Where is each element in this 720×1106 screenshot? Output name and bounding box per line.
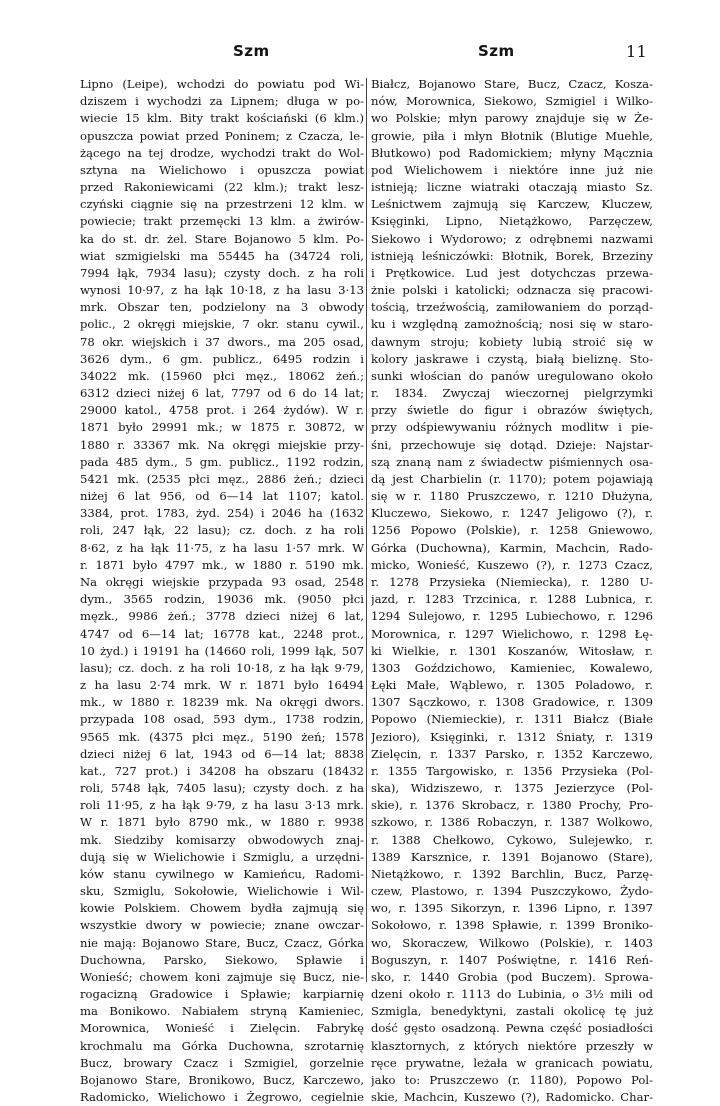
text-line: jazd, r. 1283 Trzcinica, r. 1288 Lubnica, r.	[371, 592, 653, 607]
text-line: Kluczewo, Siekowo, r. 1247 Jeligowo (?), r.	[371, 506, 653, 521]
text-line: Jezioro), Księginki, r. 1312 Śniaty, r. 1319	[371, 729, 653, 744]
text-line: 8·62, z ha łąk 11·75, z ha lasu 1·57 mrk. W	[80, 540, 364, 555]
text-line: klasztornych, z których niektóre przeszły w	[371, 1038, 653, 1053]
text-line: Lipno (Leipe), wchodzi do powiatu pod Wi-	[80, 77, 364, 91]
text-line: opuszcza powiat przed Poninem; z Czacza, le-	[80, 128, 364, 143]
text-line: wiat szmigielski ma 55445 ha (34724 roli,	[80, 248, 364, 263]
text-line: nów, Morownica, Siekowo, Szmigiel i Wilko-	[371, 94, 653, 109]
running-head-right: Szm	[478, 42, 515, 60]
text-line: 10 żyd.) i 19191 ha (14660 roli, 1999 łąk, 507	[80, 643, 364, 658]
text-line: powiecie; trakt przemęcki 13 klm. a żwirów-	[80, 214, 364, 229]
text-line: r. 1278 Przysieka (Niemiecka), r. 1280 U-	[371, 574, 653, 589]
text-line: ska), Widziszewo, r. 1375 Jezierzyce (Pol-	[371, 781, 653, 796]
text-line: tością, trzeźwością, zamiłowaniem do porząd-	[371, 300, 653, 315]
text-line: Łęki Małe, Wąblewo, r. 1305 Poladowo, r.	[371, 678, 653, 693]
page-number: 11	[626, 42, 648, 61]
text-line: wo Polskie; młyn parowy znajduje się w Że-	[371, 111, 653, 126]
column-divider	[366, 78, 367, 982]
text-line: Szmigla, benedyktyni, zastali okolicę tę już	[371, 1004, 653, 1019]
text-line: 1871 było 29991 mk.; w 1875 r. 30872, w	[80, 420, 364, 435]
text-line: Leśnictwem zajmują się Karczew, Kluczew,	[371, 197, 653, 212]
text-line: skie), r. 1376 Skrobacz, r. 1380 Prochy, Pro-	[371, 798, 653, 813]
text-line: żnie polski i katolicki; odznacza się pracowi-	[371, 283, 653, 298]
text-line: Błutkowo) pod Radomickiem; młyny Mącznia	[371, 145, 653, 160]
text-line: Popowo (Niemieckie), r. 1311 Białcz (Białe	[371, 712, 653, 727]
text-line: szkowo, r. 1386 Robaczyn, r. 1387 Wolkowo,	[371, 815, 653, 830]
text-line: dawnym stroju; kobiety lubią stroić się w	[371, 334, 653, 349]
text-line: dziszem i wychodzi za Lipnem; długa w po-	[80, 94, 364, 109]
text-line: 6312 dzieci niżej 6 lat, 7797 od 6 do 14 lat;	[80, 386, 364, 401]
text-line: męzk., 9986 żeń.; 3778 dzieci niżej 6 lat,	[80, 609, 364, 624]
text-line: krochmalu ma Górka Duchowna, szrotarnię	[80, 1038, 364, 1053]
text-line: lasu); cz. doch. z ha roli 10·18, z ha łąk 9·79,	[80, 660, 364, 675]
text-line: wiecie 15 klm. Bity trakt kościański (6 klm.)	[80, 111, 364, 126]
text-line: wszystkie dwory w powiecie; znane owczar-	[80, 918, 364, 933]
text-line: mk., w 1880 r. 18239 mk. Na okręgi dwors.	[80, 695, 364, 710]
text-line: Na okręgi wiejskie przypada 93 osad, 2548	[80, 574, 364, 589]
text-line: czyński ciągnie się na przestrzeni 12 klm. w	[80, 197, 364, 212]
text-line: sunki włościan do panów uregulowano około	[371, 368, 653, 383]
text-line: ku i względną zamożnością; nosi się w staro-	[371, 317, 653, 332]
text-line: Boguszyn, r. 1407 Poświętne, r. 1416 Reń-	[371, 952, 653, 967]
text-line: skie, Machcin, Kuszewo (?), Radomicko. Char-	[371, 1090, 653, 1105]
text-line: dą jest Charbielin (r. 1170); potem pojawiają	[371, 471, 653, 486]
text-line: roli, 247 łąk, 22 lasu); cz. doch. z ha roli	[80, 523, 364, 538]
text-line: ków stanu cywilnego w Kamieńcu, Radomi-	[80, 866, 364, 881]
text-line: r. 1355 Targowisko, r. 1356 Przysieka (Pol-	[371, 763, 653, 778]
text-line: i Prętkowice. Lud jest dotychczas przewa-	[371, 265, 653, 280]
text-line: micko, Wonieść, Kuszewo (?), r. 1273 Czacz,	[371, 557, 653, 572]
text-line: kowie Polskiem. Chowem bydła zajmują się	[80, 901, 364, 916]
text-line: dzieci niżej 6 lat, 1943 od 6—14 lat; 8838	[80, 746, 364, 761]
text-line: 1256 Popowo (Polskie), r. 1258 Gniewowo,	[371, 523, 653, 538]
text-line: Bucz, browary Czacz i Szmigiel, gorzelnie	[80, 1055, 364, 1070]
text-line: 3384, prot. 1783, żyd. 254) i 2046 ha (1632	[80, 506, 364, 521]
text-line: Górka (Duchowna), Karmin, Machcin, Rado-	[371, 540, 653, 555]
text-line: sztyna na Wielichowo i opuszcza powiat	[80, 162, 364, 177]
text-line: r. 1388 Chełkowo, Cykowo, Sulejewko, r.	[371, 832, 653, 847]
running-head-left: Szm	[233, 42, 270, 60]
text-line: 1303 Goździchowo, Kamieniec, Kowalewo,	[371, 660, 653, 675]
text-line: przed Rakoniewicami (22 klm.); trakt lesz-	[80, 180, 364, 195]
text-line: przy odśpiewywaniu różnych modlitw i pie-	[371, 420, 653, 435]
text-line: 5421 mk. (2535 płci męz., 2886 żeń.; dzieci	[80, 471, 364, 486]
text-line: r. 1834. Zwyczaj wieczornej pielgrzymki	[371, 386, 653, 401]
text-line: roli 11·95, z ha łąk 9·79, z ha lasu 3·13 mrk.	[80, 798, 364, 813]
text-line: dują się w Wielichowie i Szmiglu, a urzędni-	[80, 849, 364, 864]
text-line: śni, przechowuje się dotąd. Dzieje: Najstar-	[371, 437, 653, 452]
text-line: rogacizną Gradowice i Spławie; karpiarnię	[80, 987, 364, 1002]
text-line: sko, r. 1440 Grobia (pod Buczem). Sprowa-	[371, 969, 653, 984]
text-line: Siekowo i Wydorowo; z odrębnemi nazwami	[371, 231, 653, 246]
text-line: roli, 5748 łąk, 7405 lasu); czysty doch. z ha	[80, 781, 364, 796]
text-line: Morownica, r. 1297 Wielichowo, r. 1298 Łę-	[371, 626, 653, 641]
text-line: istnieją leśniczówki: Błotnik, Borek, Brzeziny	[371, 248, 653, 263]
text-line: 4747 od 6—14 lat; 16778 kat., 2248 prot.,	[80, 626, 364, 641]
text-line: Nietążkowo, r. 1392 Barchlin, Bucz, Parzę-	[371, 866, 653, 881]
text-line: pod Wielichowem i niektóre inne już nie	[371, 162, 653, 177]
text-line: Księginki, Lipno, Nietążkowo, Parzęczew,	[371, 214, 653, 229]
text-line: sku, Szmiglu, Sokołowie, Wielichowie i Wil-	[80, 884, 364, 899]
text-line: 1389 Karsznice, r. 1391 Bojanowo (Stare),	[371, 849, 653, 864]
text-line: istnieją; liczne wiatraki otaczają miasto Sz.	[371, 180, 653, 195]
text-line: przy świetle do figur i obrazów świętych,	[371, 403, 653, 418]
text-line: się w r. 1180 Pruszczewo, r. 1210 Dłużyna,	[371, 489, 653, 504]
text-line: z ha lasu 2·74 mrk. W r. 1871 było 16494	[80, 678, 364, 693]
text-line: kat., 727 prot.) i 34208 ha obszaru (18432	[80, 763, 364, 778]
text-line: Radomicko, Wielichowo i Żegrowo, cegielnie	[80, 1090, 364, 1105]
text-line: Bojanowo Stare, Bronikowo, Bucz, Karczewo,	[80, 1072, 364, 1087]
text-line: 78 okr. wiejskich i 37 dwors., ma 205 osad,	[80, 334, 364, 349]
text-line: przypada 108 osad, 593 dym., 1738 rodzin,	[80, 712, 364, 727]
text-line: Sokołowo, r. 1398 Spławie, r. 1399 Broniko-	[371, 918, 653, 933]
text-line: ma Bonikowo. Nabiałem stryną Kamieniec,	[80, 1004, 364, 1019]
text-line: nie mają: Bojanowo Stare, Bucz, Czacz, Górka	[80, 935, 364, 950]
text-line: wo, r. 1395 Sikorzyn, r. 1396 Lipno, r. 1397	[371, 901, 653, 916]
text-line: Białcz, Bojanowo Stare, Bucz, Czacz, Kosza-	[371, 77, 653, 91]
text-line: dzeni około r. 1113 do Lubinia, o 3½ mili od	[371, 987, 653, 1002]
text-line: r. 1871 było 4797 mk., w 1880 r. 5190 mk.	[80, 557, 364, 572]
text-line: W r. 1871 było 8790 mk., w 1880 r. 9938	[80, 815, 364, 830]
text-line: pada 485 dym., 5 gm. publicz., 1192 rodzin,	[80, 454, 364, 469]
text-line: mrk. Obszar ten, podzielony na 3 obwody	[80, 300, 364, 315]
text-line: Zielęcin, r. 1337 Parsko, r. 1352 Karczewo,	[371, 746, 653, 761]
text-line: żącego na tej drodze, wychodzi trakt do Wol-	[80, 145, 364, 160]
text-line: 3626 dym., 6 gm. publicz., 6495 rodzin i	[80, 351, 364, 366]
text-line: Duchowna, Parsko, Siekowo, Spławie i	[80, 952, 364, 967]
text-line: 7994 łąk, 7934 lasu); czysty doch. z ha roli	[80, 265, 364, 280]
text-line: growie, piła i młyn Błotnik (Blutige Muehle,	[371, 128, 653, 143]
text-line: 1880 r. 33367 mk. Na okręgi miejskie przy-	[80, 437, 364, 452]
text-column-left	[80, 76, 364, 1106]
text-line: wo, Skoraczew, Wilkowo (Polskie), r. 1403	[371, 935, 653, 950]
text-line: 1307 Sączkowo, r. 1308 Gradowice, r. 1309	[371, 695, 653, 710]
text-line: 29000 katol., 4758 prot. i 264 żydów). W r.	[80, 403, 364, 418]
text-line: mk. Siedziby komisarzy obwodowych znaj-	[80, 832, 364, 847]
text-line: 34022 mk. (15960 płci męz., 18062 żeń.;	[80, 368, 364, 383]
text-line: kolory jaskrawe i czystą, białą bieliznę. Sto-	[371, 351, 653, 366]
text-line: niżej 6 lat 956, od 6—14 lat 1107; katol.	[80, 489, 364, 504]
text-line: 9565 mk. (4375 płci męz., 5190 żeń; 1578	[80, 729, 364, 744]
text-line: Morownica, Wonieść i Zielęcin. Fabrykę	[80, 1021, 364, 1036]
text-line: jako to: Pruszczewo (r. 1180), Popowo Pol-	[371, 1072, 653, 1087]
text-column-right	[371, 76, 653, 1106]
text-line: ręce prywatne, leżała w granicach powiatu,	[371, 1055, 653, 1070]
text-line: wynosi 10·97, z ha łąk 10·18, z ha lasu 3·13	[80, 283, 364, 298]
text-line: Wonieść; chowem koni zajmuje się Bucz, nie-	[80, 969, 364, 984]
text-line: ka do st. dr. żel. Stare Bojanowo 5 klm. Po-	[80, 231, 364, 246]
text-line: szą znaną nam z świadectw piśmiennych osa-	[371, 454, 653, 469]
text-line: ki Wielkie, r. 1301 Koszanów, Witosław, r.	[371, 643, 653, 658]
text-line: dym., 3565 rodzin, 19036 mk. (9050 płci	[80, 592, 364, 607]
text-line: 1294 Sulejowo, r. 1295 Lubiechowo, r. 1296	[371, 609, 653, 624]
text-line: czew, Plastowo, r. 1394 Puszczykowo, Żydo-	[371, 884, 653, 899]
text-line: polic., 2 okręgi miejskie, 7 okr. stanu cywil.,	[80, 317, 364, 332]
text-line: dość gęsto osadzoną. Pewna część posiadłości	[371, 1021, 653, 1036]
